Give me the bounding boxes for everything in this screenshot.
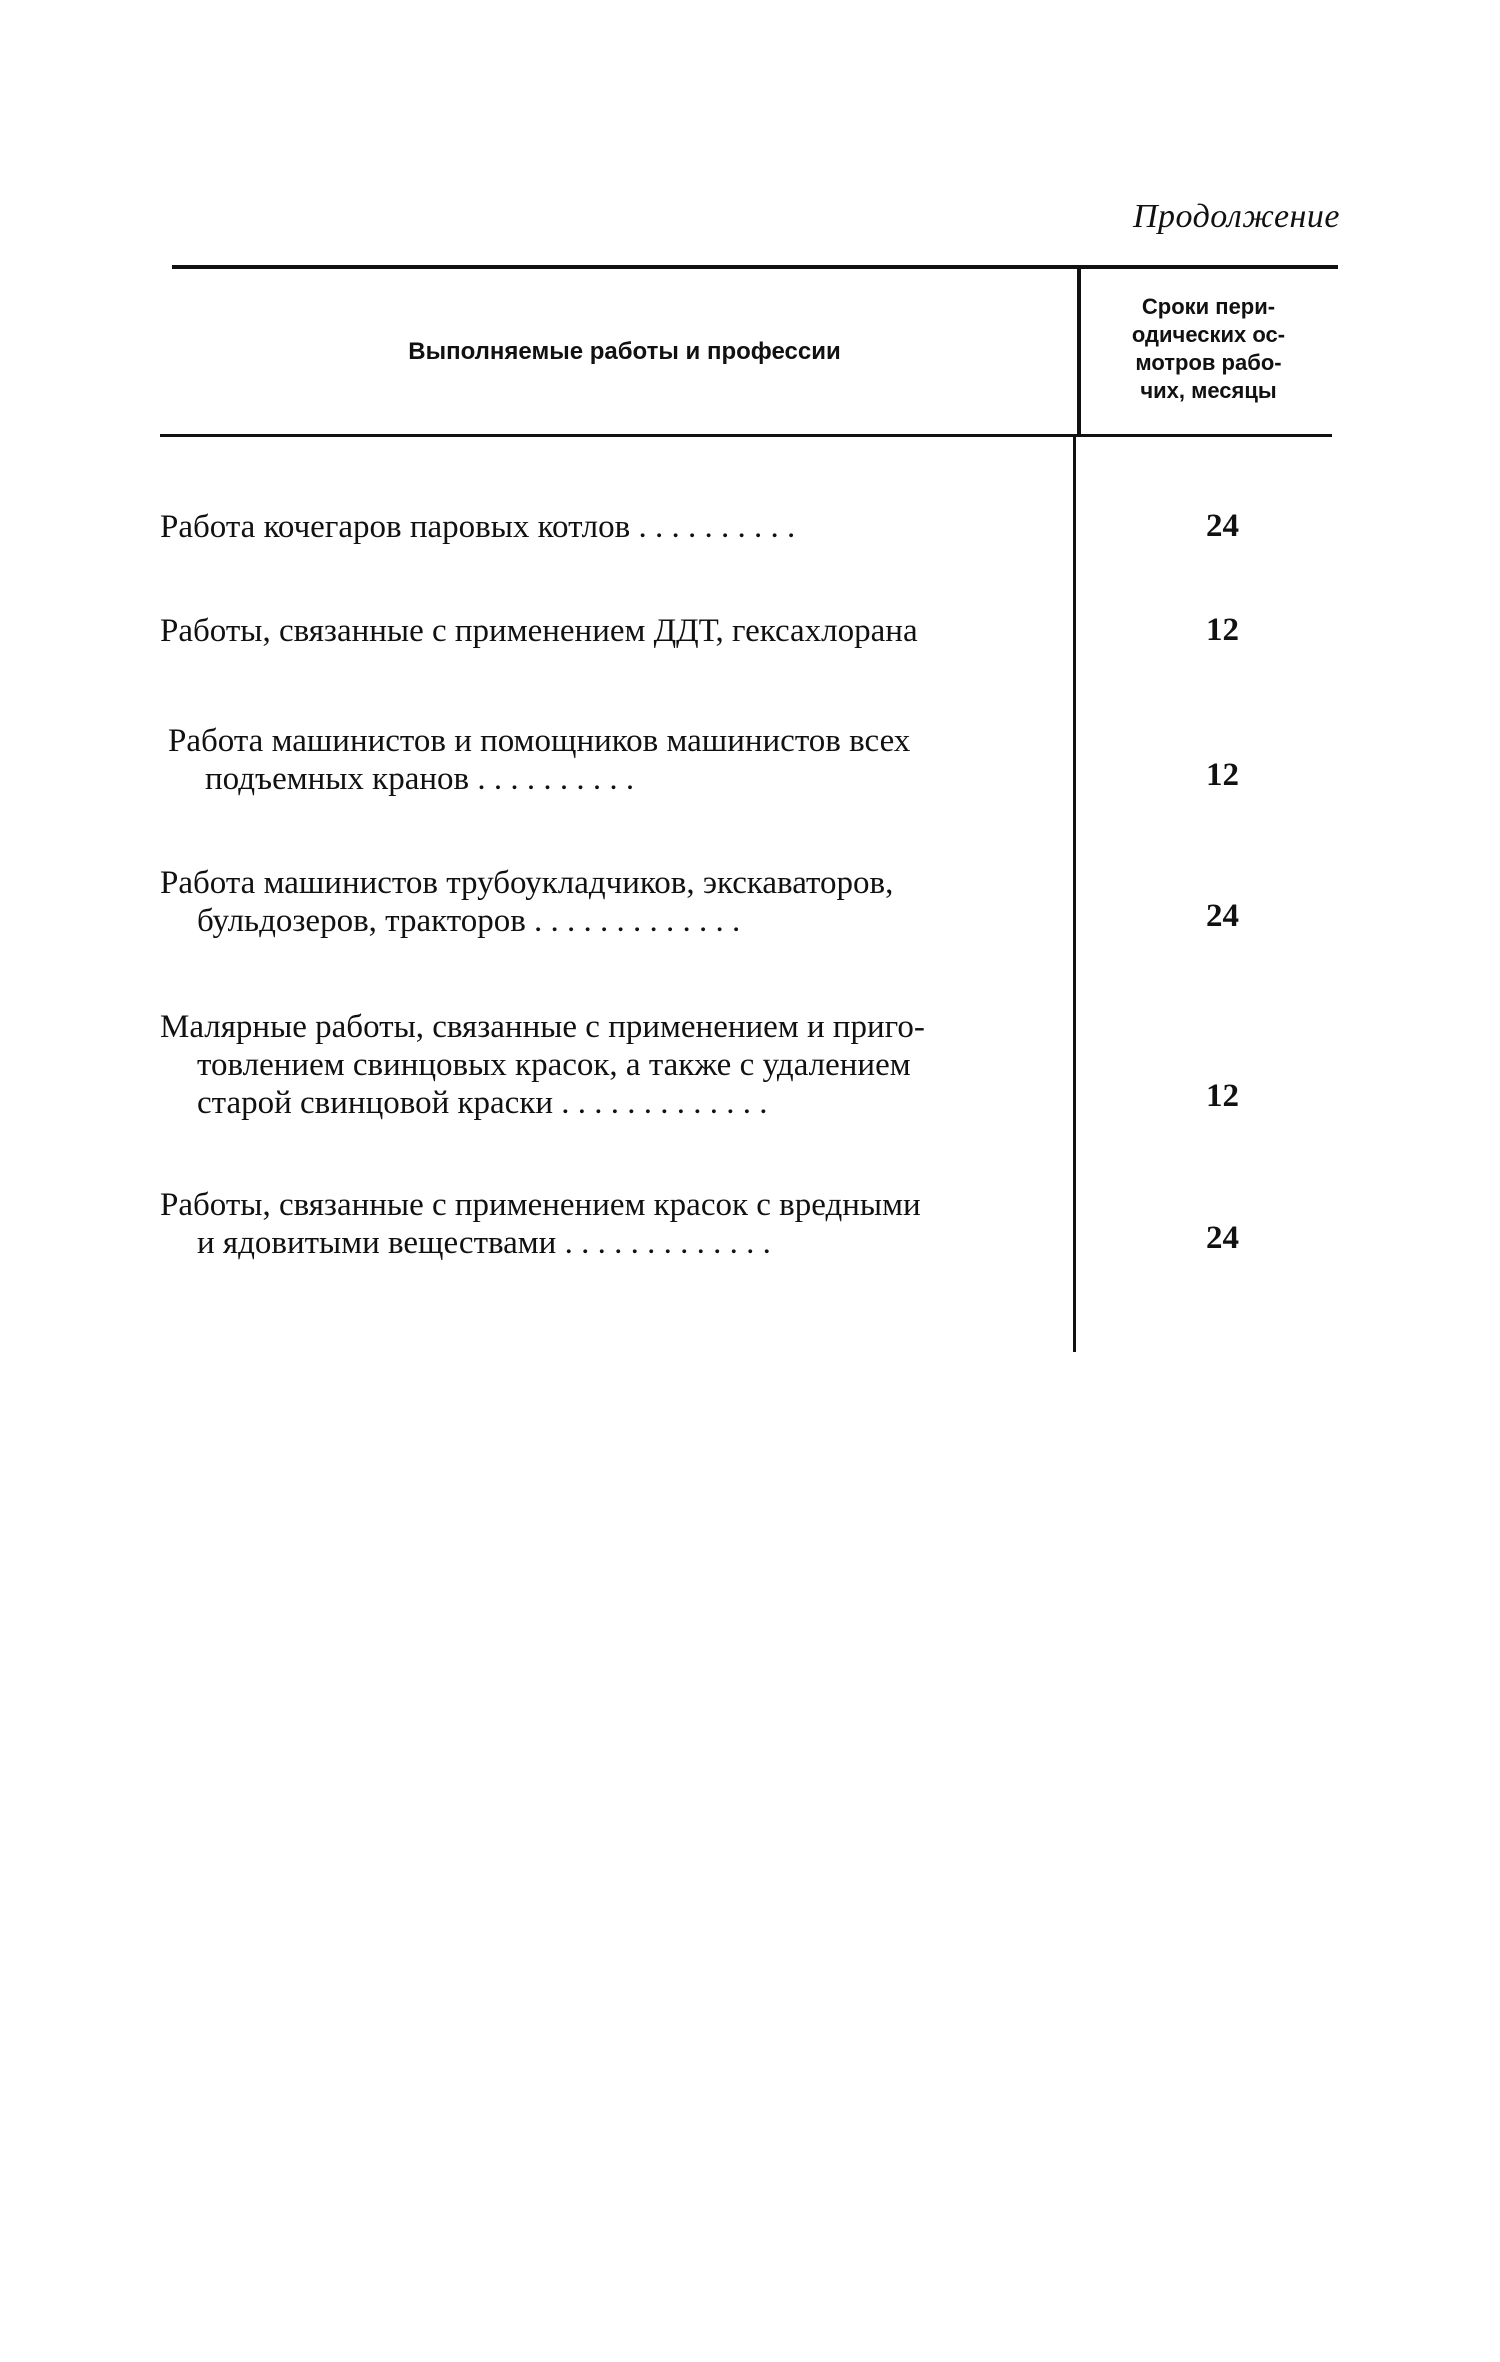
row-line: Работа машинистов трубоукладчиков, экскаваторов, <box>160 865 894 901</box>
column-header-period-line: мотров рабо- <box>1135 350 1282 375</box>
row-line: Малярные работы, связанные с применением и приго- <box>160 1009 925 1045</box>
table-row-work <box>160 864 1065 940</box>
row-line: Работы, связанные с применением красок с вредными <box>160 1187 921 1223</box>
column-header-period-line: одических ос- <box>1131 322 1286 347</box>
table-row-period: 12 <box>1206 1078 1239 1114</box>
row-line: Работы, связанные с применением ДДТ, гексахлорана <box>160 613 918 649</box>
table-row-period: 24 <box>1206 898 1239 934</box>
table-row-period: 12 <box>1206 757 1239 793</box>
table-row-work <box>160 1186 1065 1262</box>
row-line: бульдозеров, тракторов . . . . . . . . . . . . . <box>197 903 741 939</box>
table-row-period: 24 <box>1206 508 1239 544</box>
row-line: подъемных кранов . . . . . . . . . . <box>205 761 635 797</box>
table-row-work <box>168 722 1073 798</box>
column-header-period <box>1081 293 1336 405</box>
column-header-period-line: чих, месяцы <box>1140 378 1277 403</box>
row-line: и ядовитыми веществами . . . . . . . . . . . . . <box>197 1225 771 1261</box>
table-top-rule <box>172 265 1338 269</box>
body-column-divider <box>1073 437 1076 1352</box>
row-line: Работа кочегаров паровых котлов . . . . . . . . . . <box>160 509 796 545</box>
table-row-work <box>160 508 1065 546</box>
table-row-work <box>160 612 1065 650</box>
table-row-work <box>160 1008 1065 1122</box>
header-bottom-rule <box>160 434 1332 437</box>
row-line: старой свинцовой краски . . . . . . . . . . . . . <box>197 1085 768 1121</box>
table-row-period: 12 <box>1206 612 1239 648</box>
row-line: товлением свинцовых красок, а также с удалением <box>197 1047 911 1083</box>
row-line: Работа машинистов и помощников машинистов всех <box>168 723 911 759</box>
table-row-period: 24 <box>1206 1220 1239 1256</box>
column-header-period-line: Сроки пери- <box>1141 294 1276 319</box>
column-header-work: Выполняемые работы и профессии <box>408 338 841 365</box>
continuation-label: Продолжение <box>1132 198 1340 235</box>
